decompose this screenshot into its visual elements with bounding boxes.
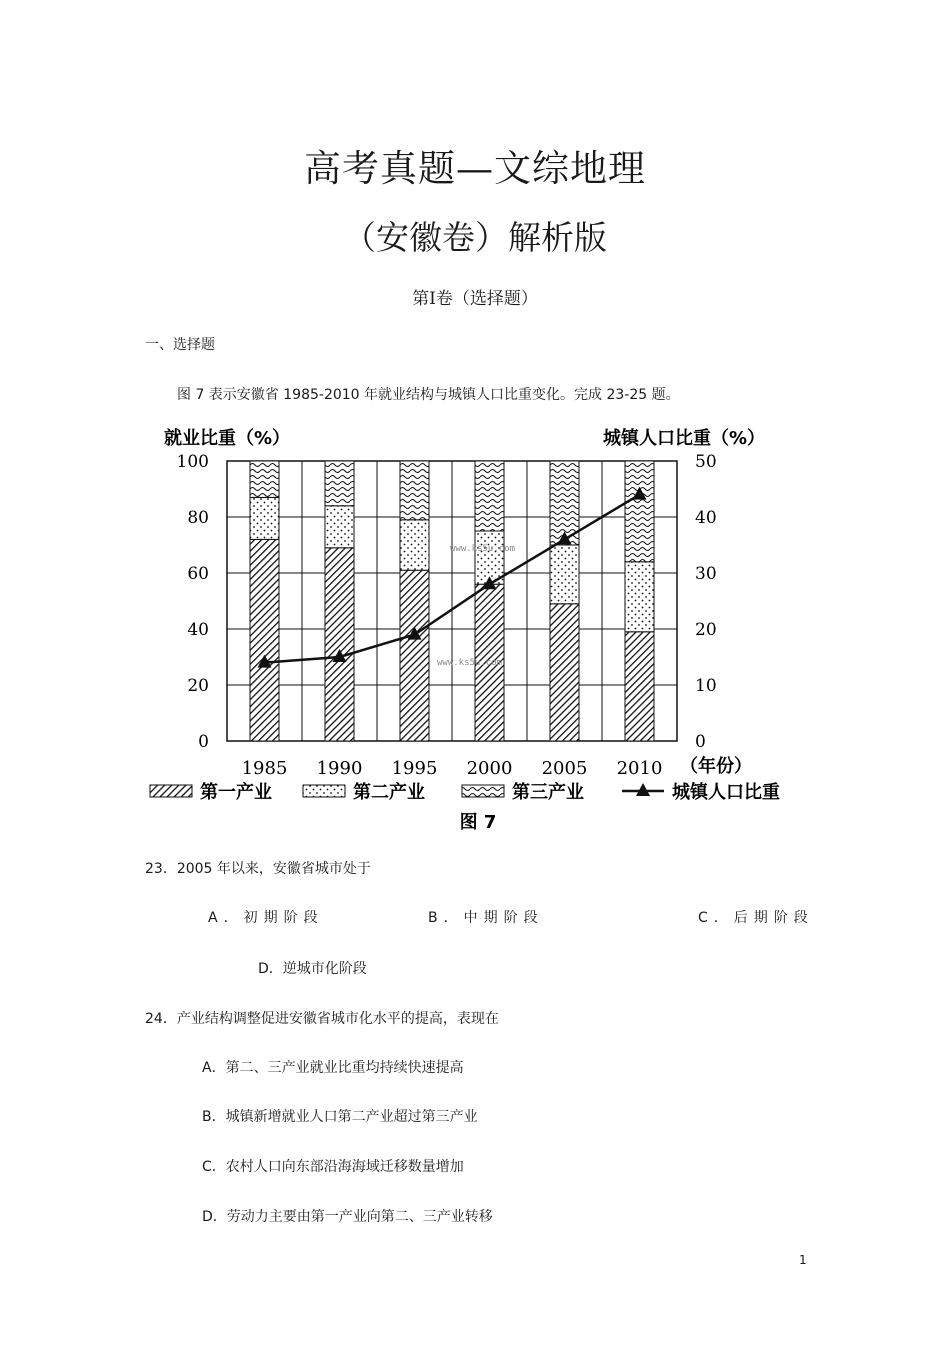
chart-grid — [227, 461, 677, 741]
y-tick-left: 60 — [187, 564, 209, 584]
x-tick-label: 2005 — [541, 758, 588, 779]
bar-2010-第三产业 — [625, 461, 654, 562]
y-tick-left: 80 — [187, 508, 209, 528]
bar-1995-第二产业 — [400, 520, 429, 570]
legend-label: 城镇人口比重 — [672, 782, 780, 803]
question-24-option-c: C．农村人口向东部沿海海域迁移数量增加 — [202, 1159, 464, 1175]
doc-title: 高考真题—文综地理 — [304, 147, 646, 190]
y-tick-right: 30 — [695, 564, 717, 584]
legend-swatch-第二产业 — [303, 785, 345, 797]
watermark: www.ks5u.com — [437, 658, 503, 668]
bar-1990-第二产业 — [325, 506, 354, 548]
legend-swatch-第三产业 — [462, 785, 504, 797]
bar-1985-第一产业 — [250, 539, 279, 741]
x-tick-label: 2010 — [616, 758, 663, 779]
page-number: 1 — [799, 1253, 807, 1267]
legend-swatch-第一产业 — [150, 785, 192, 797]
bar-2005-第一产业 — [550, 604, 579, 741]
question-24-option-a: A．第二、三产业就业比重均持续快速提高 — [202, 1060, 464, 1076]
x-axis-title: （年份） — [680, 756, 752, 777]
y-tick-right: 40 — [695, 508, 717, 528]
y-tick-left: 100 — [176, 452, 209, 472]
chart-legend — [150, 781, 780, 833]
legend-label: 第三产业 — [512, 782, 584, 803]
bar-1985-第二产业 — [250, 497, 279, 539]
question-intro: 图 7 表示安徽省 1985-2010 年就业结构与城镇人口比重变化。完成 23-25 题。 — [177, 387, 680, 403]
y-tick-left: 20 — [187, 676, 209, 696]
question-24-option-d: D．劳动力主要由第一产业向第二、三产业转移 — [202, 1209, 493, 1225]
question-23-option-b: B．中期阶段 — [428, 910, 544, 926]
x-tick-label: 1985 — [241, 758, 288, 779]
figure-7-chart — [140, 420, 810, 840]
question-23-option-d: D．逆城市化阶段 — [258, 961, 367, 977]
y-axis-title-left: 就业比重（%） — [164, 428, 291, 449]
question-23-option-c: C．后期阶段 — [698, 910, 814, 926]
question-24-option-b: B．城镇新增就业人口第二产业超过第三产业 — [202, 1109, 478, 1125]
doc-section-title: 第Ⅰ卷（选择题） — [412, 289, 538, 309]
bar-1990-第三产业 — [325, 461, 354, 506]
bar-2005-第二产业 — [550, 545, 579, 604]
bar-1990-第一产业 — [325, 548, 354, 741]
y-tick-left: 0 — [198, 732, 209, 752]
doc-title-subline: （安徽卷）解析版 — [343, 218, 607, 257]
figure-caption: 图 7 — [459, 812, 497, 833]
watermark: www.ks5u.com — [450, 544, 516, 554]
bar-2010-第二产业 — [625, 562, 654, 632]
y-tick-right: 20 — [695, 620, 717, 640]
bar-2010-第一产业 — [625, 632, 654, 741]
y-axis-title-right: 城镇人口比重（%） — [602, 428, 765, 449]
y-tick-left: 40 — [187, 620, 209, 640]
bar-1995-第三产业 — [400, 461, 429, 520]
x-tick-label: 1990 — [316, 758, 363, 779]
y-tick-right: 50 — [695, 452, 717, 472]
legend-triangle-icon — [636, 783, 650, 796]
y-tick-right: 0 — [695, 732, 706, 752]
bar-1995-第一产业 — [400, 570, 429, 741]
bar-1985-第三产业 — [250, 461, 279, 497]
x-tick-label: 2000 — [466, 758, 513, 779]
bar-2000-第三产业 — [475, 461, 504, 531]
x-tick-label: 1995 — [391, 758, 438, 779]
y-tick-right: 10 — [695, 676, 717, 696]
question-23-stem: 23．2005 年以来，安徽省城市处于 — [145, 861, 371, 877]
question-24-stem: 24．产业结构调整促进安徽省城市化水平的提高，表现在 — [145, 1011, 499, 1027]
legend-label: 第一产业 — [200, 782, 272, 803]
question-23-option-a: A．初期阶段 — [208, 910, 324, 926]
section-heading: 一、选择题 — [145, 337, 215, 353]
legend-label: 第二产业 — [353, 782, 425, 803]
